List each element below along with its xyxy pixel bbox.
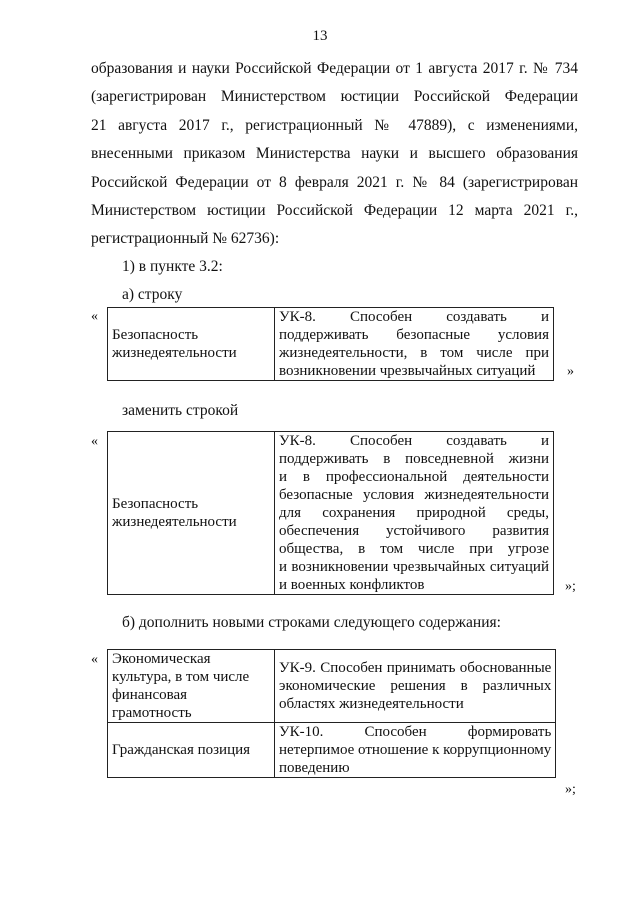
cell-line: нетерпимое отношение к коррупционному [279,742,552,758]
table-new-row [107,431,554,595]
paragraph-line: регистрационный № 62736): [91,230,280,247]
table-cell-competence [275,308,554,381]
close-quote: »; [565,579,576,594]
open-quote: « [91,434,98,449]
cell-line: поддерживать безопасные условия [279,327,549,343]
table-cell-discipline [108,432,275,595]
cell-line: жизнедеятельности, в том числе при [279,345,549,361]
table-old-row [107,307,554,381]
cell-line: жизнедеятельности [112,345,237,361]
table-row [108,308,554,381]
table-cell-competence [275,650,556,723]
cell-line: УК-8. Способен создавать и [279,309,549,325]
item-b-text: б) дополнить новыми строками следующего содержания: [122,614,501,631]
table-cell-discipline [108,650,275,723]
paragraph-line: образования и науки Российской Федерации от 1 августа 2017 г. № 734 [91,60,578,77]
table-added-rows [107,649,556,778]
cell-line: финансовая [112,687,188,703]
cell-line: УК-8. Способен создавать и [279,433,549,449]
cell-line: культура, в том числе [112,669,250,685]
cell-line: грамотность [112,705,192,721]
cell-line: Экономическая [112,651,211,667]
cell-line: общества, в том числе при угрозе [279,541,549,557]
paragraph-line: Российской Федерации от 8 февраля 2021 г. № 84 (зарегистрирован [91,174,578,191]
cell-line: УК-9. Способен принимать обоснованные [279,660,552,676]
page-number: 13 [312,28,328,44]
paragraph-line: 21 августа 2017 г., регистрационный № 47889), с изменениями, [91,117,578,134]
table-cell-competence [275,432,554,595]
cell-line: областях жизнедеятельности [279,696,464,712]
cell-line: для сохранения природной среды, [279,505,549,521]
paragraph-line: (зарегистрирован Министерством юстиции Российской Федерации [91,88,578,105]
paragraph-line: внесенными приказом Министерства науки и высшего образования [91,145,578,162]
cell-line: и возникновении чрезвычайных ситуаций [279,559,549,575]
paragraph-line: Министерством юстиции Российской Федерации 12 марта 2021 г., [91,202,578,219]
close-quote: »; [565,782,576,797]
open-quote: « [91,309,98,324]
table-cell-discipline [108,723,275,778]
cell-line: экономические решения в различных [279,678,552,694]
cell-line: Безопасность [112,496,199,512]
cell-line: УК-10. Способен формировать [279,724,552,740]
cell-line: безопасные условия жизнедеятельности [279,487,549,503]
item-a-text: а) строку [122,286,183,303]
table-cell-discipline [108,308,275,381]
table-row [108,723,556,778]
cell-line: жизнедеятельности [112,514,237,530]
cell-line: поддерживать в повседневной жизни [279,451,549,467]
cell-line: Безопасность [112,327,199,343]
table-row [108,432,554,595]
table-row [108,650,556,723]
cell-line: обеспечения устойчивого развития [279,523,549,539]
open-quote: « [91,652,98,667]
cell-line: Гражданская позиция [112,742,251,758]
replace-text: заменить строкой [122,402,239,419]
table-cell-competence [275,723,556,778]
cell-line: и военных конфликтов [279,577,425,593]
cell-line: возникновении чрезвычайных ситуаций [279,363,536,379]
cell-line: поведению [279,760,350,776]
item-1-text: 1) в пункте 3.2: [122,258,223,275]
cell-line: и в профессиональной деятельности [279,469,549,485]
close-quote: » [567,364,574,379]
